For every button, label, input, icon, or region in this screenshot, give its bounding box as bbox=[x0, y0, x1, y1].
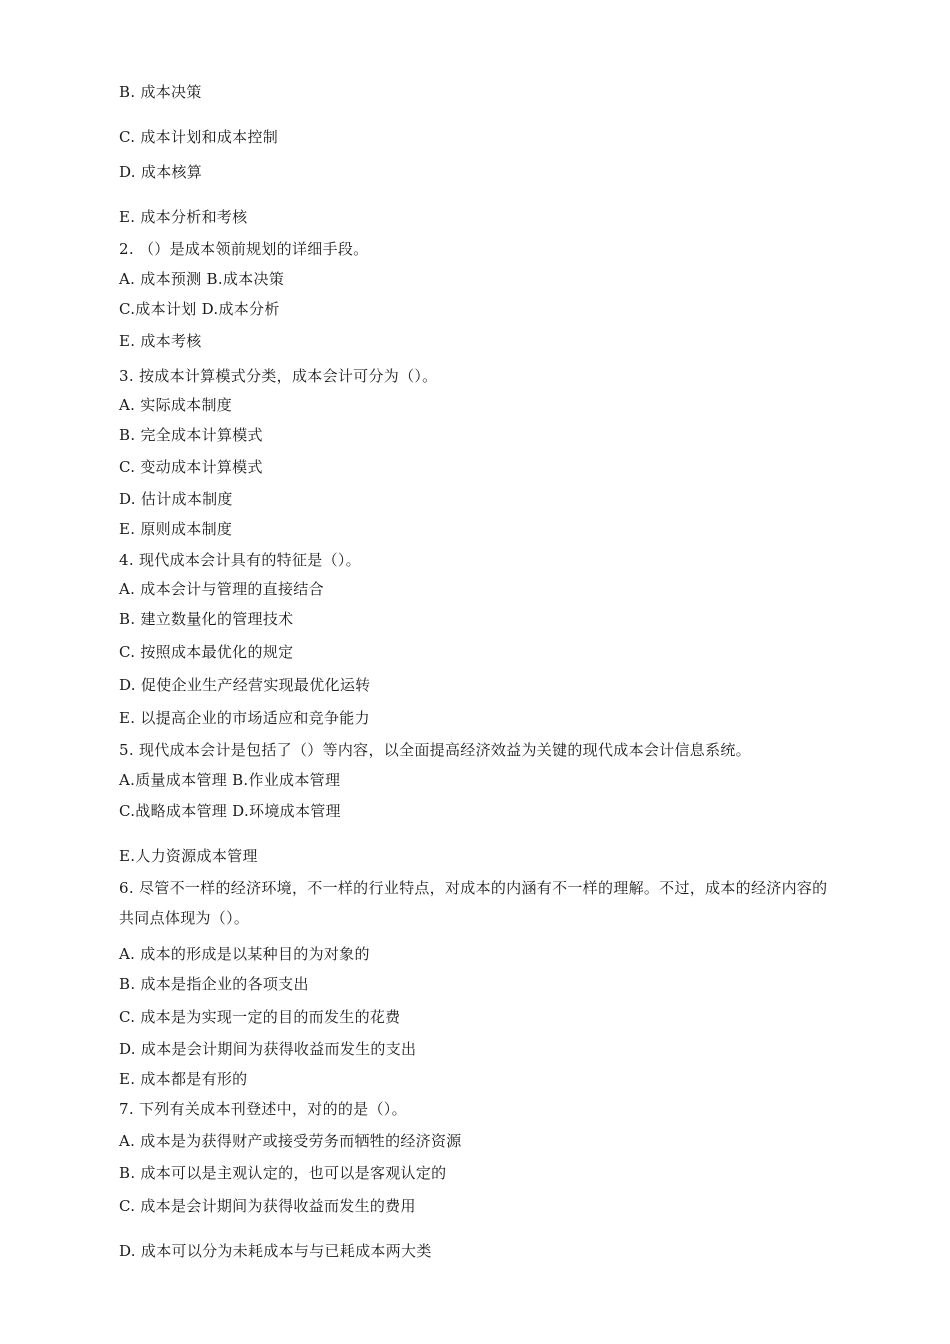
question-6-option-b: B. 成本是指企业的各项支出 bbox=[119, 975, 309, 993]
question-2-option-e: E. 成本考核 bbox=[119, 332, 202, 350]
question-2-options-ab: A. 成本预测 B.成本决策 bbox=[119, 270, 285, 288]
question-4-option-b: B. 建立数量化的管理技术 bbox=[119, 610, 294, 628]
question-3-option-c: C. 变动成本计算模式 bbox=[119, 458, 263, 476]
question-3-option-e: E. 原则成本制度 bbox=[119, 520, 233, 538]
question-3-option-d: D. 估计成本制度 bbox=[119, 490, 233, 508]
question-7-option-c: C. 成本是会计期间为获得收益而发生的费用 bbox=[119, 1197, 416, 1215]
question-3: 3. 按成本计算模式分类，成本会计可分为（）。 bbox=[119, 367, 438, 385]
question-4: 4. 现代成本会计具有的特征是（）。 bbox=[119, 551, 361, 569]
question-6-option-a: A. 成本的形成是以某种目的为对象的 bbox=[119, 945, 370, 963]
question-3-option-a: A. 实际成本制度 bbox=[119, 396, 233, 414]
option-d-cost-accounting: D. 成本核算 bbox=[119, 163, 203, 181]
question-6-option-e: E. 成本都是有形的 bbox=[119, 1070, 248, 1088]
question-2-options-cd: C.成本计划 D.成本分析 bbox=[119, 300, 280, 318]
question-2: 2. （）是成本领前规划的详细手段。 bbox=[119, 240, 369, 258]
question-5-options-cd: C.战略成本管理 D.环境成本管理 bbox=[119, 802, 341, 820]
question-7-option-b: B. 成本可以是主观认定的，也可以是客观认定的 bbox=[119, 1164, 447, 1182]
option-c-cost-plan-control: C. 成本计划和成本控制 bbox=[119, 128, 279, 146]
question-4-option-e: E. 以提高企业的市场适应和竞争能力 bbox=[119, 709, 370, 727]
question-3-option-b: B. 完全成本计算模式 bbox=[119, 426, 263, 444]
question-5-option-e: E.人力资源成本管理 bbox=[119, 847, 258, 865]
question-5-options-ab: A.质量成本管理 B.作业成本管理 bbox=[119, 771, 341, 789]
option-e-cost-analysis: E. 成本分析和考核 bbox=[119, 208, 248, 226]
question-7-option-d: D. 成本可以分为未耗成本与与已耗成本两大类 bbox=[119, 1242, 432, 1260]
question-4-option-a: A. 成本会计与管理的直接结合 bbox=[119, 580, 324, 598]
question-6-option-c: C. 成本是为实现一定的目的而发生的花费 bbox=[119, 1008, 401, 1026]
question-7-option-a: A. 成本是为获得财产或接受劳务而牺牲的经济资源 bbox=[119, 1132, 462, 1150]
question-5: 5. 现代成本会计是包括了（）等内容，以全面提高经济效益为关键的现代成本会计信息系统。 bbox=[119, 741, 751, 759]
question-4-option-c: C. 按照成本最优化的规定 bbox=[119, 643, 294, 661]
question-6-option-d: D. 成本是会计期间为获得收益而发生的支出 bbox=[119, 1040, 417, 1058]
question-4-option-d: D. 促使企业生产经营实现最优化运转 bbox=[119, 676, 371, 694]
option-b-cost-decision: B. 成本决策 bbox=[119, 83, 202, 101]
question-6: 6. 尽管不一样的经济环境，不一样的行业特点，对成本的内涵有不一样的理解。不过，成本的经济内容的 共同点体现为（）。 bbox=[119, 879, 828, 927]
question-7: 7. 下列有关成本刊登述中，对的的是（）。 bbox=[119, 1100, 407, 1118]
